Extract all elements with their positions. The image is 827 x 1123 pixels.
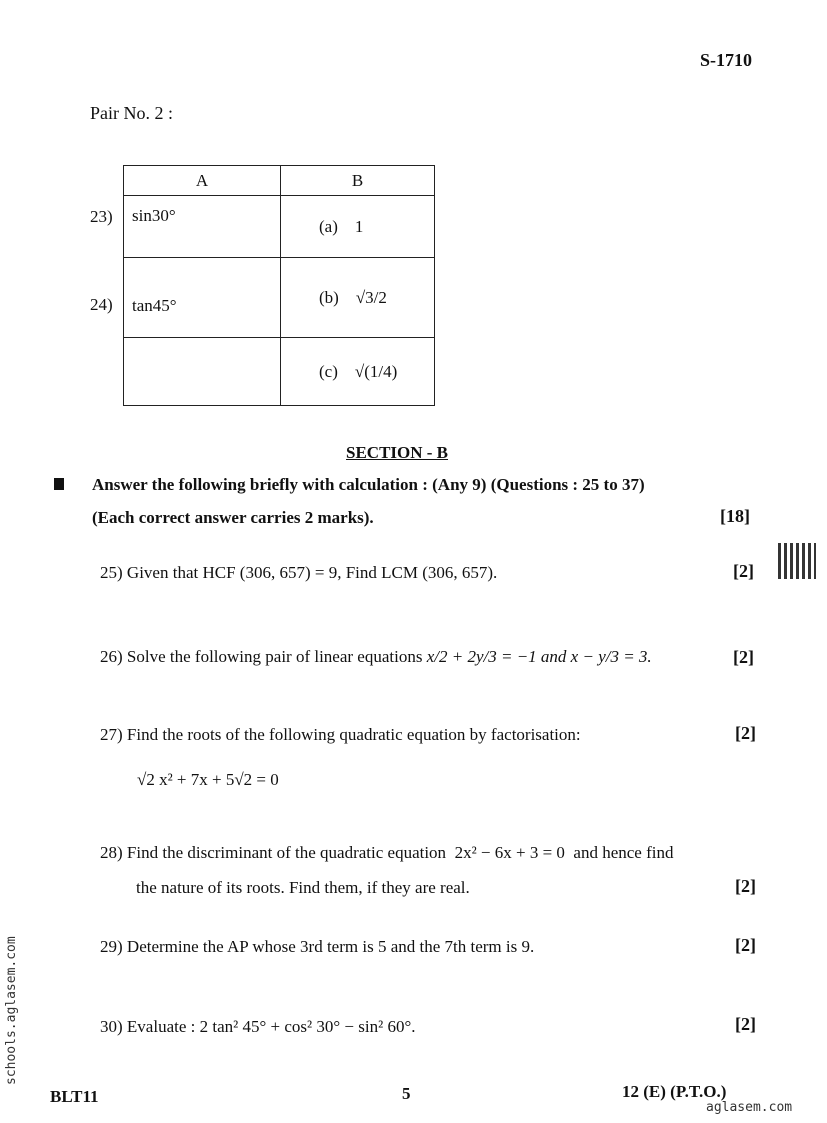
option-label: (c) [319,361,338,381]
question-text: Find the discriminant of the quadratic equation [126,843,447,862]
question-25 [100,563,497,583]
question-number: 25) [100,563,123,582]
question-marks: [2] [735,1014,756,1034]
cell-a [124,338,281,406]
question-text: and hence find [573,843,674,862]
question-28-cont: the nature of its roots. Find them, if they are real. [136,878,470,897]
question-marks: [2] [735,876,756,896]
option-label: (a) [319,216,338,236]
cell-a: sin30° [124,196,281,258]
question-text: Solve the following pair of linear equations [126,647,423,666]
footer-code: BLT11 [50,1087,99,1106]
qr-code [778,543,816,579]
option-label: (b) [319,287,339,307]
question-number: 30) [100,1017,123,1036]
question-29 [100,937,534,957]
question-marks: [2] [735,935,756,955]
option-value: 1 [354,216,364,236]
row-number: 23) [90,207,113,226]
watermark: aglasem.com [706,1100,793,1115]
section-instruction: Answer the following briefly with calculation : (Any 9) (Questions : 25 to 37) [92,475,645,494]
equation: x/2 + 2y/3 = −1 and x − y/3 = 3. [426,647,652,666]
equation: √2 x² + 7x + 5√2 = 0 [137,770,279,789]
pair-label: Pair No. 2 : [90,103,173,123]
page-number: 5 [402,1084,411,1103]
bullet-icon [54,478,64,490]
section-title: SECTION - B [346,443,449,462]
equation: 2 tan² 45° + cos² 30° − sin² 60°. [199,1017,416,1036]
question-number: 29) [100,937,123,956]
question-number: 28) [100,843,123,862]
cell-b [281,258,435,338]
question-27 [100,725,581,745]
question-text: Evaluate : [126,1017,196,1036]
col-a-header: A [124,166,281,196]
section-marks: [18] [720,506,750,526]
question-text: Find the roots of the following quadratic equation by factorisation: [126,725,581,744]
question-number: 26) [100,647,123,666]
question-26 [100,647,652,667]
question-text: Given that HCF (306, 657) = 9, Find LCM (306, 657). [126,563,498,582]
question-marks: [2] [733,561,754,581]
question-text: Determine the AP whose 3rd term is 5 and the 7th term is 9. [126,937,535,956]
equation: 2x² − 6x + 3 = 0 [454,843,565,862]
option-value: √(1/4) [354,361,398,381]
match-table [123,165,435,406]
col-b-header: B [281,166,435,196]
question-30 [100,1017,416,1037]
footer-right: 12 (E) (P.T.O.) [622,1082,727,1101]
row-number: 24) [90,295,113,314]
question-marks: [2] [735,723,756,743]
cell-b [281,338,435,406]
cell-b [281,196,435,258]
section-note: (Each correct answer carries 2 marks). [92,508,374,527]
side-watermark: schools.aglasem.com [4,936,19,1085]
question-number: 27) [100,725,123,744]
question-28 [100,843,674,863]
cell-a: tan45° [124,258,281,338]
paper-code: S-1710 [700,50,753,70]
option-value: √3/2 [355,287,387,307]
question-marks: [2] [733,647,754,667]
